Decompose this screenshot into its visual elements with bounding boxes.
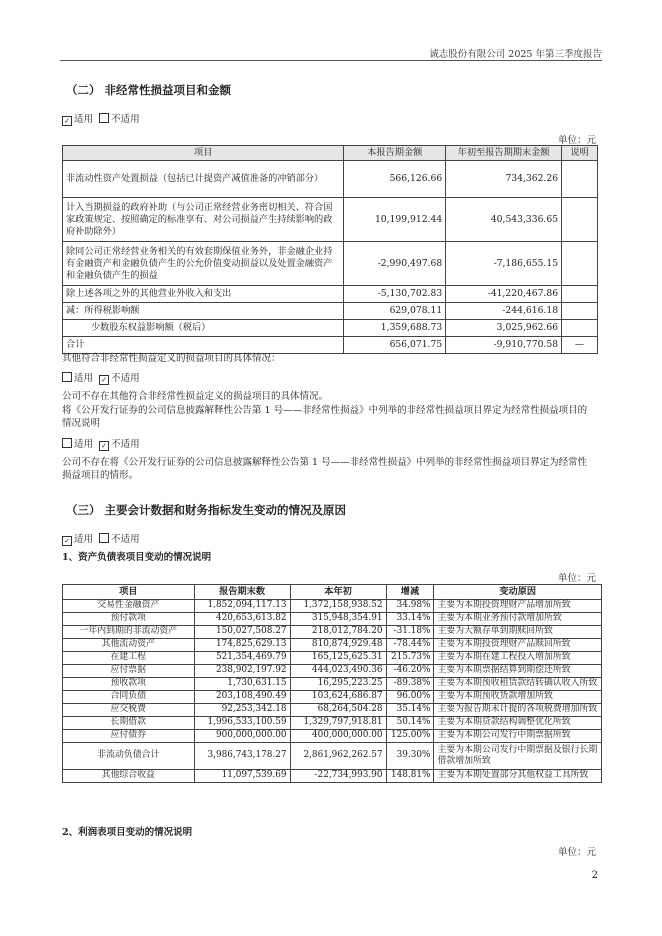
row-note: — — [562, 337, 598, 354]
row-change: 35.14% — [386, 704, 434, 717]
row-reason: 主要为本期预收租赁款结转确认收入所致 — [434, 678, 602, 691]
other-items-text: 公司不存在其他符合非经常性损益定义的损益项目的具体情况。 — [62, 391, 329, 402]
row-reason: 主要为大额存单到期赎回所致 — [434, 626, 602, 639]
checked-checkbox-icon: ✓ — [62, 536, 72, 546]
row-item: 合计 — [63, 337, 344, 354]
row-note — [562, 286, 598, 303]
row-item: 除同公司正常经营业务相关的有效套期保值业务外，非金融企业持有金融资产和金融负债产生的公允价值变动损益以及处置金融资产和金融负债产生的损益 — [63, 242, 344, 286]
table-row — [63, 691, 602, 704]
row-current: 566,126.66 — [344, 161, 446, 198]
col-header-item: 项目 — [63, 146, 344, 161]
row-item: 应付债券 — [63, 730, 195, 743]
table-row — [63, 678, 602, 691]
not-applicable-label: 不适用 — [111, 373, 140, 384]
page-number: 2 — [591, 870, 598, 881]
table-row — [63, 242, 598, 286]
table-row — [63, 161, 598, 198]
row-note — [562, 161, 598, 198]
checked-checkbox-icon: ✓ — [62, 116, 72, 126]
table-header-row — [63, 146, 598, 161]
row-item: 一年内到期的非流动资产 — [63, 626, 195, 639]
non-recurring-table — [62, 145, 598, 354]
rule1-text: 将《公开发行证券的公司信息披露解释性公告第 1 号——非经常性损益》中列举的非经常性损益项目界定为经常性损益项目的情况说明 — [62, 405, 588, 429]
section2-title: （二） 非经常性损益项目和金额 — [66, 83, 232, 97]
row-item: 合同负债 — [63, 691, 195, 704]
row-change: 96.00% — [386, 691, 434, 704]
table-row — [63, 303, 598, 320]
row-note — [562, 198, 598, 242]
section3-unit-2: 单位：元 — [557, 847, 596, 858]
table-row — [63, 626, 602, 639]
balance-sheet-subtitle: 1、资产负债表项目变动的情况说明 — [62, 552, 212, 563]
header-divider — [60, 60, 602, 61]
row-ytd: 3,025,962.66 — [446, 320, 562, 337]
row-ytd: -41,220,467.86 — [446, 286, 562, 303]
table-row-total — [63, 337, 598, 354]
row-change: -46.20% — [386, 665, 434, 678]
applicable-label: 适用 — [74, 439, 94, 450]
row-reason: 主要为本期投资理财产品增加所致 — [434, 600, 602, 613]
col-header-reason: 变动原因 — [434, 585, 602, 600]
row-ytd: -9,910,770.58 — [446, 337, 562, 354]
row-end: 150,027,508.27 — [194, 626, 290, 639]
row-begin: 16,295,223.25 — [290, 678, 386, 691]
row-end: 420,653,613.82 — [194, 613, 290, 626]
row-note — [562, 242, 598, 286]
row-begin: 444,023,490.36 — [290, 665, 386, 678]
row-begin: 315,948,354.91 — [290, 613, 386, 626]
row-change: 215.73% — [386, 652, 434, 665]
row-end: 1,996,533,100.59 — [194, 717, 290, 730]
row-item: 非流动性资产处置损益（包括已计提资产减值准备的冲销部分） — [63, 161, 344, 198]
row-end: 900,000,000.00 — [194, 730, 290, 743]
table-row — [63, 198, 598, 242]
applicable-label: 适用 — [74, 114, 94, 125]
row-begin: 1,329,797,918.81 — [290, 717, 386, 730]
row-reason: 主要为本期业务预付款增加所致 — [434, 613, 602, 626]
row-item: 长期借款 — [63, 717, 195, 730]
row-item: 应交税费 — [63, 704, 195, 717]
row-ytd: -244,616.18 — [446, 303, 562, 320]
rule2-text: 公司不存在将《公开发行证券的公司信息披露解释性公告第 1 号——非经常性损益》中列举的非经常性损益项目界定为经常性损益项目的情形。 — [62, 457, 588, 481]
row-change: 34.98% — [386, 600, 434, 613]
row-change: -31.18% — [386, 626, 434, 639]
row-current: -5,130,702.83 — [344, 286, 446, 303]
row-current: -2,990,497.68 — [344, 242, 446, 286]
row-end: 3,986,743,178.27 — [194, 743, 290, 770]
section3-title: （三） 主要会计数据和财务指标发生变动的情况及原因 — [66, 503, 347, 517]
row-note — [562, 303, 598, 320]
row-ytd: -7,186,655.15 — [446, 242, 562, 286]
col-header-note: 说明 — [562, 146, 598, 161]
table-row — [63, 613, 602, 626]
checked-checkbox-icon: ✓ — [99, 441, 109, 451]
table-row — [63, 665, 602, 678]
other-items-title: 其他符合非经常性损益定义的损益项目的具体情况： — [62, 353, 281, 364]
table-row — [63, 286, 598, 303]
row-change: -89.38% — [386, 678, 434, 691]
row-reason: 主要为本期公司发行中期票据及银行长期借款增加所致 — [434, 743, 602, 770]
row-reason: 主要为本期投资理财产品赎回所致 — [434, 639, 602, 652]
row-current: 1,359,688.73 — [344, 320, 446, 337]
table-row — [63, 652, 602, 665]
row-current: 656,071.75 — [344, 337, 446, 354]
table-header-row — [63, 585, 602, 600]
row-end: 203,108,490.49 — [194, 691, 290, 704]
not-applicable-label: 不适用 — [111, 439, 140, 450]
table-row — [63, 639, 602, 652]
row-item: 交易性金融资产 — [63, 600, 195, 613]
balance-sheet-changes-table — [62, 584, 602, 783]
applicable-label: 适用 — [74, 373, 94, 384]
row-item: 预付款项 — [63, 613, 195, 626]
row-change: 39.30% — [386, 743, 434, 770]
applicability-row-2 — [62, 371, 140, 385]
row-end: 521,354,469.79 — [194, 652, 290, 665]
not-applicable-label: 不适用 — [111, 534, 140, 545]
col-header-begin: 本年初 — [290, 585, 386, 600]
section2-unit: 单位：元 — [557, 135, 596, 146]
row-begin: 1,372,158,938.52 — [290, 600, 386, 613]
row-end: 238,902,197.92 — [194, 665, 290, 678]
empty-checkbox-icon — [99, 533, 109, 543]
row-item: 其他综合收益 — [63, 770, 195, 783]
applicability-row-3 — [62, 437, 140, 451]
row-end: 1,852,094,117.13 — [194, 600, 290, 613]
not-applicable-label: 不适用 — [111, 114, 140, 125]
row-item: 其他流动资产 — [63, 639, 195, 652]
table-row — [63, 704, 602, 717]
table-row — [63, 320, 598, 337]
row-current: 629,078.11 — [344, 303, 446, 320]
row-item: 除上述各项之外的其他营业外收入和支出 — [63, 286, 344, 303]
row-begin: 810,874,929.48 — [290, 639, 386, 652]
report-header: 诚志股份有限公司 2025 年第三季度报告 — [429, 49, 602, 60]
row-change: 125.00% — [386, 730, 434, 743]
row-ytd: 734,362.26 — [446, 161, 562, 198]
row-begin: -22,734,993.90 — [290, 770, 386, 783]
row-reason: 主要为报告期末计提的各项税费增加所致 — [434, 704, 602, 717]
row-begin: 400,000,000.00 — [290, 730, 386, 743]
applicability-row-4 — [62, 532, 140, 546]
row-item: 减：所得税影响额 — [63, 303, 344, 320]
empty-checkbox-icon — [62, 438, 72, 448]
table-row — [63, 743, 602, 770]
row-end: 174,825,629.13 — [194, 639, 290, 652]
row-begin: 68,264,504.28 — [290, 704, 386, 717]
col-header-ytd: 年初至报告期期末金额 — [446, 146, 562, 161]
row-current: 10,199,912.44 — [344, 198, 446, 242]
col-header-current: 本报告期金额 — [344, 146, 446, 161]
row-begin: 103,624,686.87 — [290, 691, 386, 704]
table-row — [63, 730, 602, 743]
checked-checkbox-icon: ✓ — [99, 375, 109, 385]
col-header-item: 项目 — [63, 585, 195, 600]
row-change: 50.14% — [386, 717, 434, 730]
empty-checkbox-icon — [99, 113, 109, 123]
row-change: -78.44% — [386, 639, 434, 652]
row-begin: 218,012,784.20 — [290, 626, 386, 639]
row-item: 计入当期损益的政府补助（与公司正常经营业务密切相关、符合国家政策规定、按照确定的标准享有、对公司损益产生持续影响的政府补助除外） — [63, 198, 344, 242]
row-reason: 主要为本期预收货款增加所致 — [434, 691, 602, 704]
row-item: 预收款项 — [63, 678, 195, 691]
row-reason: 主要为本期处置部分其他权益工具所致 — [434, 770, 602, 783]
table-row — [63, 717, 602, 730]
table-row — [63, 770, 602, 783]
row-item: 在建工程 — [63, 652, 195, 665]
row-begin: 165,125,625.31 — [290, 652, 386, 665]
table-row — [63, 600, 602, 613]
row-change: 33.14% — [386, 613, 434, 626]
row-begin: 2,861,962,262.57 — [290, 743, 386, 770]
row-item: 非流动负债合计 — [63, 743, 195, 770]
row-reason: 主要为本期贷款结构调整优化所致 — [434, 717, 602, 730]
section3-unit: 单位：元 — [557, 573, 596, 584]
applicable-label: 适用 — [74, 534, 94, 545]
row-reason: 主要为本期票据结算到期偿还所致 — [434, 665, 602, 678]
row-reason: 主要为本期公司发行中期票据所致 — [434, 730, 602, 743]
row-reason: 主要为本期在建工程投入增加所致 — [434, 652, 602, 665]
row-ytd: 40,543,336.65 — [446, 198, 562, 242]
row-end: 1,730,631.15 — [194, 678, 290, 691]
col-header-change: 增减 — [386, 585, 434, 600]
income-statement-subtitle: 2、利润表项目变动的情况说明 — [62, 827, 193, 838]
row-note — [562, 320, 598, 337]
empty-checkbox-icon — [62, 372, 72, 382]
row-item: 少数股东权益影响额（税后） — [63, 320, 344, 337]
row-end: 11,097,539.69 — [194, 770, 290, 783]
row-item: 应付票据 — [63, 665, 195, 678]
row-end: 92,253,342.18 — [194, 704, 290, 717]
applicability-row-1 — [62, 112, 140, 126]
col-header-end: 报告期末数 — [194, 585, 290, 600]
row-change: 148.81% — [386, 770, 434, 783]
